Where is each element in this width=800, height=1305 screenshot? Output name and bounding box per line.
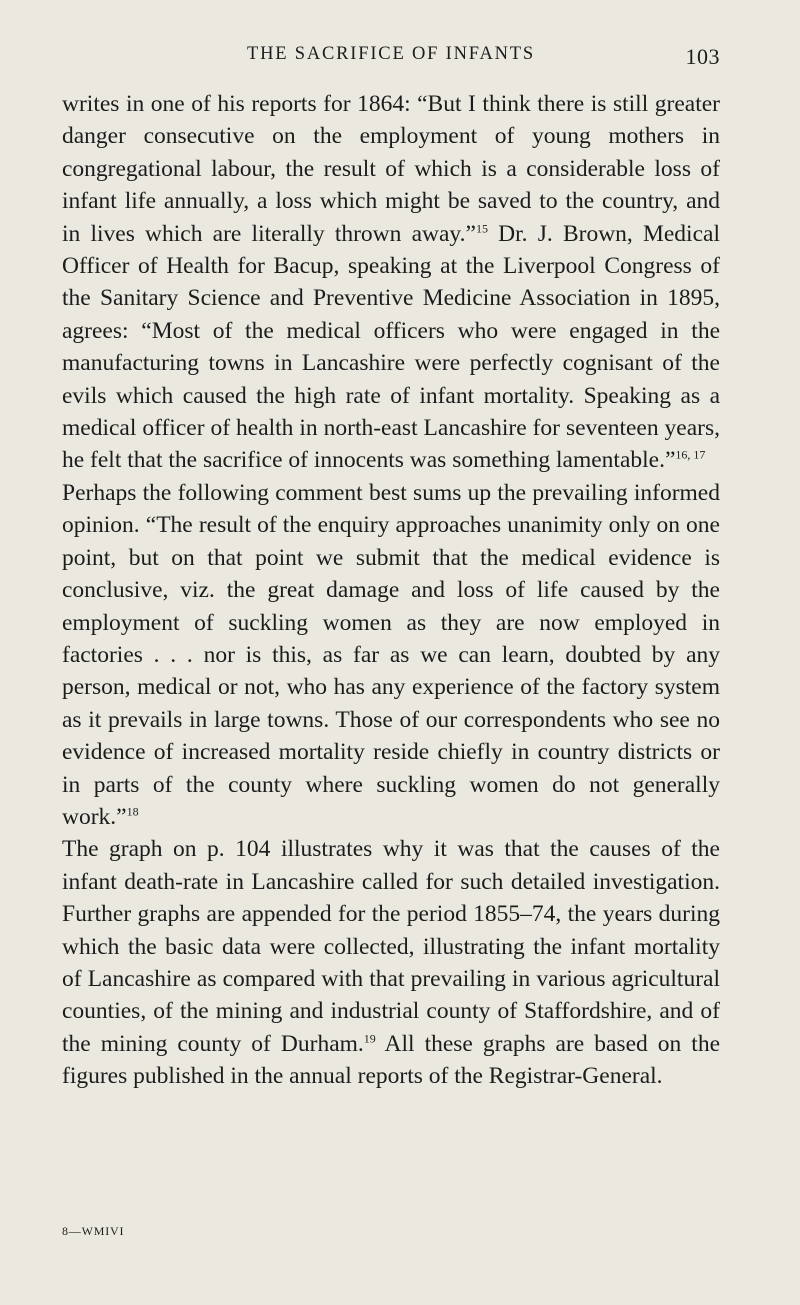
footnote-ref: 16, 17	[675, 448, 706, 463]
paragraph-text: Perhaps the following comment best sums up the prevailing informed opinion. “The result of the enquiry approaches unanimity only on one point, but on that point we submit that the medical evidence is conclusive, viz. the great damage and loss of life caused by the employment of suckling women as they are now employed in factories . . . nor is this, as far as we can learn, doubted by any person, medical or not, who has any experience of the factory system as it prevails in large towns. Those of our correspondents who see no evidence of increased mortality reside chiefly in country districts or in parts of the county where suckling women do not generally work.”	[62, 479, 720, 830]
paragraph-continued	[62, 88, 720, 477]
running-head	[62, 44, 720, 74]
footnote-ref: 19	[363, 1031, 376, 1046]
body-text	[62, 88, 720, 1093]
running-title: THE SACRIFICE OF INFANTS	[246, 44, 535, 64]
paragraph	[62, 833, 720, 1092]
paragraph-text: All these graphs are based on the figures published in the annual reports of the Registrar-General.	[62, 1030, 720, 1090]
footnote-ref: 18	[126, 804, 139, 819]
footnote-ref: 15	[475, 221, 488, 236]
paragraph-text: The graph on p. 104 illustrates why it was that the causes of the infant death-rate in Lancashire called for such detailed investigation. Further graphs are appended for the period 1855–74, the years during which the basic data were collected, illustrating the infant mortality of Lancashire as compared with that prevailing in various agricultural counties, of the mining and industrial county of Staffordshire, and of the mining county of Durham.	[62, 836, 720, 1057]
page-number: 103	[685, 44, 720, 69]
paragraph	[62, 477, 720, 833]
paragraph-text: writes in one of his reports for 1864: “But I think there is still greater danger consecutive on the employment of young mothers in congregational labour, the result of which is a considerable loss of infant life annually, a loss which might be saved to the country, and in lives which are literally thrown away.”	[62, 91, 720, 247]
paragraph-text: Dr. J. Brown, Medical Officer of Health for Bacup, speaking at the Liverpool Congress of the Sanitary Science and Preventive Medicine Association in 1895, agrees: “Most of the medical officers who were engaged in the manufacturing towns in Lancashire were perfectly cognisant of the evils which caused the high rate of infant mortality. Speaking as a medical officer of health in north-east Lancashire for seventeen years, he felt that the sacrifice of innocents was something lamentable.”	[62, 220, 720, 474]
signature-mark: 8—WMIVI	[62, 1224, 125, 1238]
